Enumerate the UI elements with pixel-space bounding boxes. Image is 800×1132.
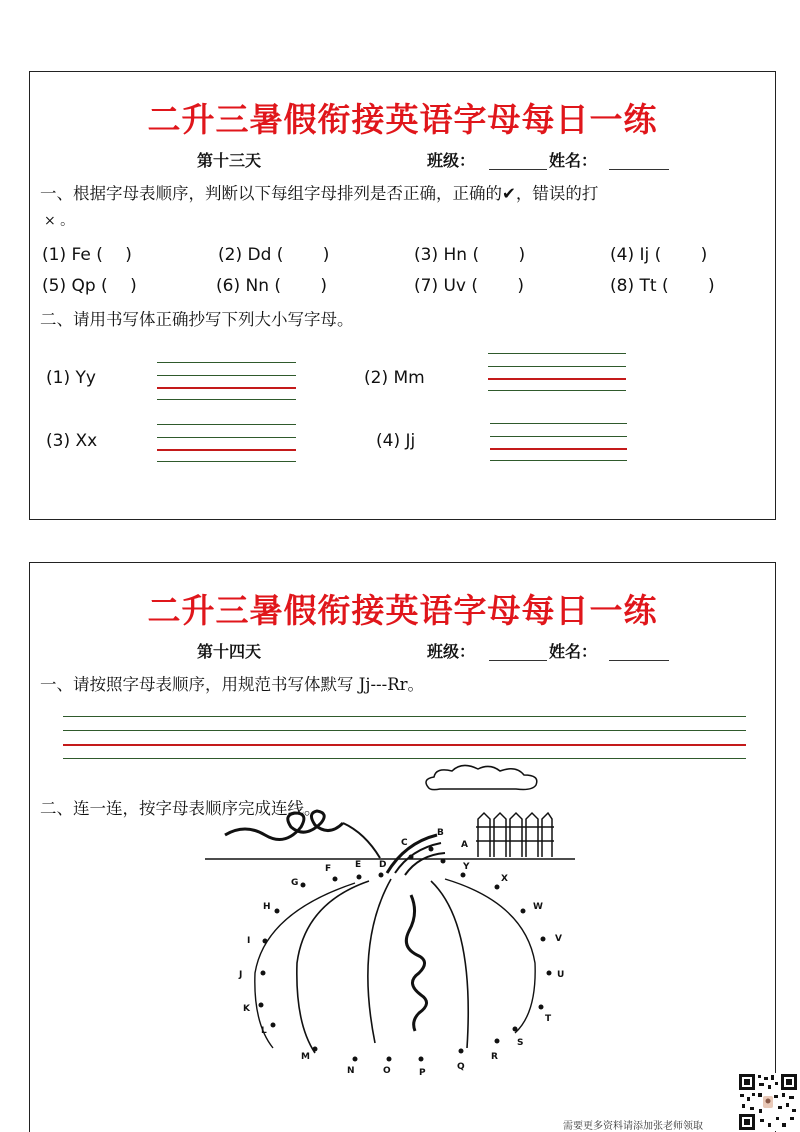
class-label: 班级： bbox=[427, 642, 476, 661]
dot-label: S bbox=[517, 1038, 524, 1048]
dictation-writing-lines[interactable] bbox=[63, 716, 746, 762]
name-blank[interactable] bbox=[609, 169, 669, 170]
qr-code-icon[interactable] bbox=[738, 1073, 798, 1131]
dot-label: G bbox=[291, 878, 299, 888]
question-1-prompt: 一、请按照字母表顺序，用规范书写体默写 Jj---Rr。 bbox=[40, 675, 425, 694]
day-label: 第十三天 bbox=[197, 151, 262, 170]
writing-lines[interactable] bbox=[488, 353, 626, 393]
dot-label: J bbox=[239, 970, 243, 980]
dot-label: D bbox=[379, 860, 387, 870]
dot-label: F bbox=[325, 864, 332, 874]
class-blank[interactable] bbox=[489, 660, 547, 661]
pumpkin-dot-to-dot bbox=[205, 763, 595, 1083]
worksheet-title: 二升三暑假衔接英语字母每日一练 bbox=[147, 591, 658, 630]
dot-label: L bbox=[261, 1026, 267, 1036]
name-label: 姓名： bbox=[549, 642, 598, 661]
copy-pair-label: (1) Yy bbox=[46, 368, 96, 388]
worksheet-title: 二升三暑假衔接英语字母每日一练 bbox=[147, 100, 658, 139]
writing-lines[interactable] bbox=[490, 423, 627, 463]
copy-pair-label: (4) Jj bbox=[376, 431, 416, 451]
dot-label: O bbox=[383, 1066, 391, 1076]
judge-item: (5) Qp ( ) bbox=[42, 276, 137, 296]
copy-pair-label: (3) Xx bbox=[46, 431, 98, 451]
dot-label: I bbox=[247, 936, 251, 946]
question-1-prompt-cont: × 。 bbox=[44, 213, 75, 229]
judge-item: (2) Dd ( ) bbox=[218, 245, 330, 265]
copy-pair-label: (2) Mm bbox=[364, 368, 425, 388]
dot-label: H bbox=[263, 902, 271, 912]
question-2-prompt: 二、请用书写体正确抄写下列大小写字母。 bbox=[40, 310, 354, 329]
writing-lines[interactable] bbox=[157, 424, 296, 464]
judge-item: (8) Tt ( ) bbox=[610, 276, 715, 296]
class-blank[interactable] bbox=[489, 169, 547, 170]
name-label: 姓名： bbox=[549, 151, 598, 170]
dot-label: P bbox=[419, 1068, 426, 1078]
dot-label: Q bbox=[457, 1062, 465, 1072]
dot-label: E bbox=[355, 860, 362, 870]
question-1-prompt: 一、根据字母表顺序，判断以下每组字母排列是否正确，正确的✔，错误的打 bbox=[40, 184, 599, 203]
question-2-prompt: 二、连一连，按字母表顺序完成连线。 bbox=[40, 799, 321, 818]
footer-note: 需要更多资料请添加张老师领取 bbox=[563, 1121, 703, 1132]
dot-label: V bbox=[555, 934, 562, 944]
name-blank[interactable] bbox=[609, 660, 669, 661]
class-label: 班级： bbox=[427, 151, 476, 170]
dot-label: X bbox=[501, 874, 508, 884]
worksheet-day-14 bbox=[29, 562, 776, 1132]
dot-label: U bbox=[557, 970, 565, 980]
dot-label: K bbox=[243, 1004, 250, 1014]
day-label: 第十四天 bbox=[197, 642, 262, 661]
judge-item: (1) Fe ( ) bbox=[42, 245, 132, 265]
dot-label: A bbox=[461, 840, 468, 850]
dot-label: W bbox=[533, 902, 543, 912]
writing-lines[interactable] bbox=[157, 362, 296, 402]
dot-label: B bbox=[437, 828, 444, 838]
worksheet-day-13 bbox=[29, 71, 776, 520]
judge-item: (4) Ij ( ) bbox=[610, 245, 708, 265]
dot-label: N bbox=[347, 1066, 355, 1076]
dot-label: Y bbox=[463, 862, 470, 872]
judge-item: (3) Hn ( ) bbox=[414, 245, 526, 265]
dot-label: M bbox=[301, 1052, 310, 1062]
dot-label: R bbox=[491, 1052, 498, 1062]
dot-label: C bbox=[401, 838, 408, 848]
dot-label: T bbox=[545, 1014, 552, 1024]
judge-item: (7) Uv ( ) bbox=[414, 276, 525, 296]
judge-item: (6) Nn ( ) bbox=[216, 276, 328, 296]
